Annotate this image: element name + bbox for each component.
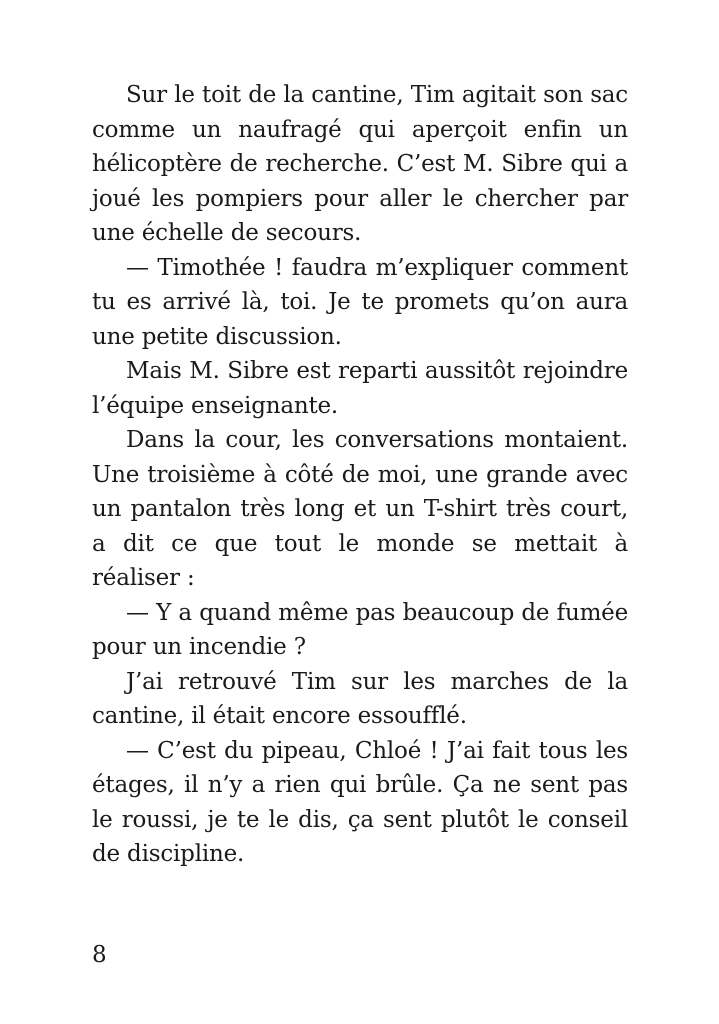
paragraph: Sur le toit de la cantine, Tim agitait son sac comme un naufragé qui aperçoit enfin un hélicoptère de recherche. C’est M. Sibre qui a joué les pompiers pour aller le chercher par une échelle de secours. — [92, 82, 628, 246]
paragraph: Dans la cour, les conversations montaient. Une troisième à côté de moi, une grande avec un pantalon très long et un T-shirt très court, a dit ce que tout le monde se mettait à réaliser : — [92, 427, 628, 591]
paragraph: — C’est du pipeau, Chloé ! J’ai fait tous les étages, il n’y a rien qui brûle. Ça ne sent pas le roussi, je te le dis, ça sent plutôt le conseil de discipline. — [92, 737, 628, 867]
page-body — [92, 78, 628, 872]
paragraph: J’ai retrouvé Tim sur les marches de la cantine, il était encore essoufflé. — [92, 668, 628, 729]
paragraph: — Y a quand même pas beaucoup de fumée pour un incendie ? — [92, 599, 628, 660]
paragraph: Mais M. Sibre est reparti aussitôt rejoindre l’équipe enseignante. — [92, 358, 628, 419]
paragraph: — Timothée ! faudra m’expliquer comment tu es arrivé là, toi. Je te promets qu’on aura une petite discussion. — [92, 254, 628, 350]
page-number: 8 — [92, 942, 107, 968]
